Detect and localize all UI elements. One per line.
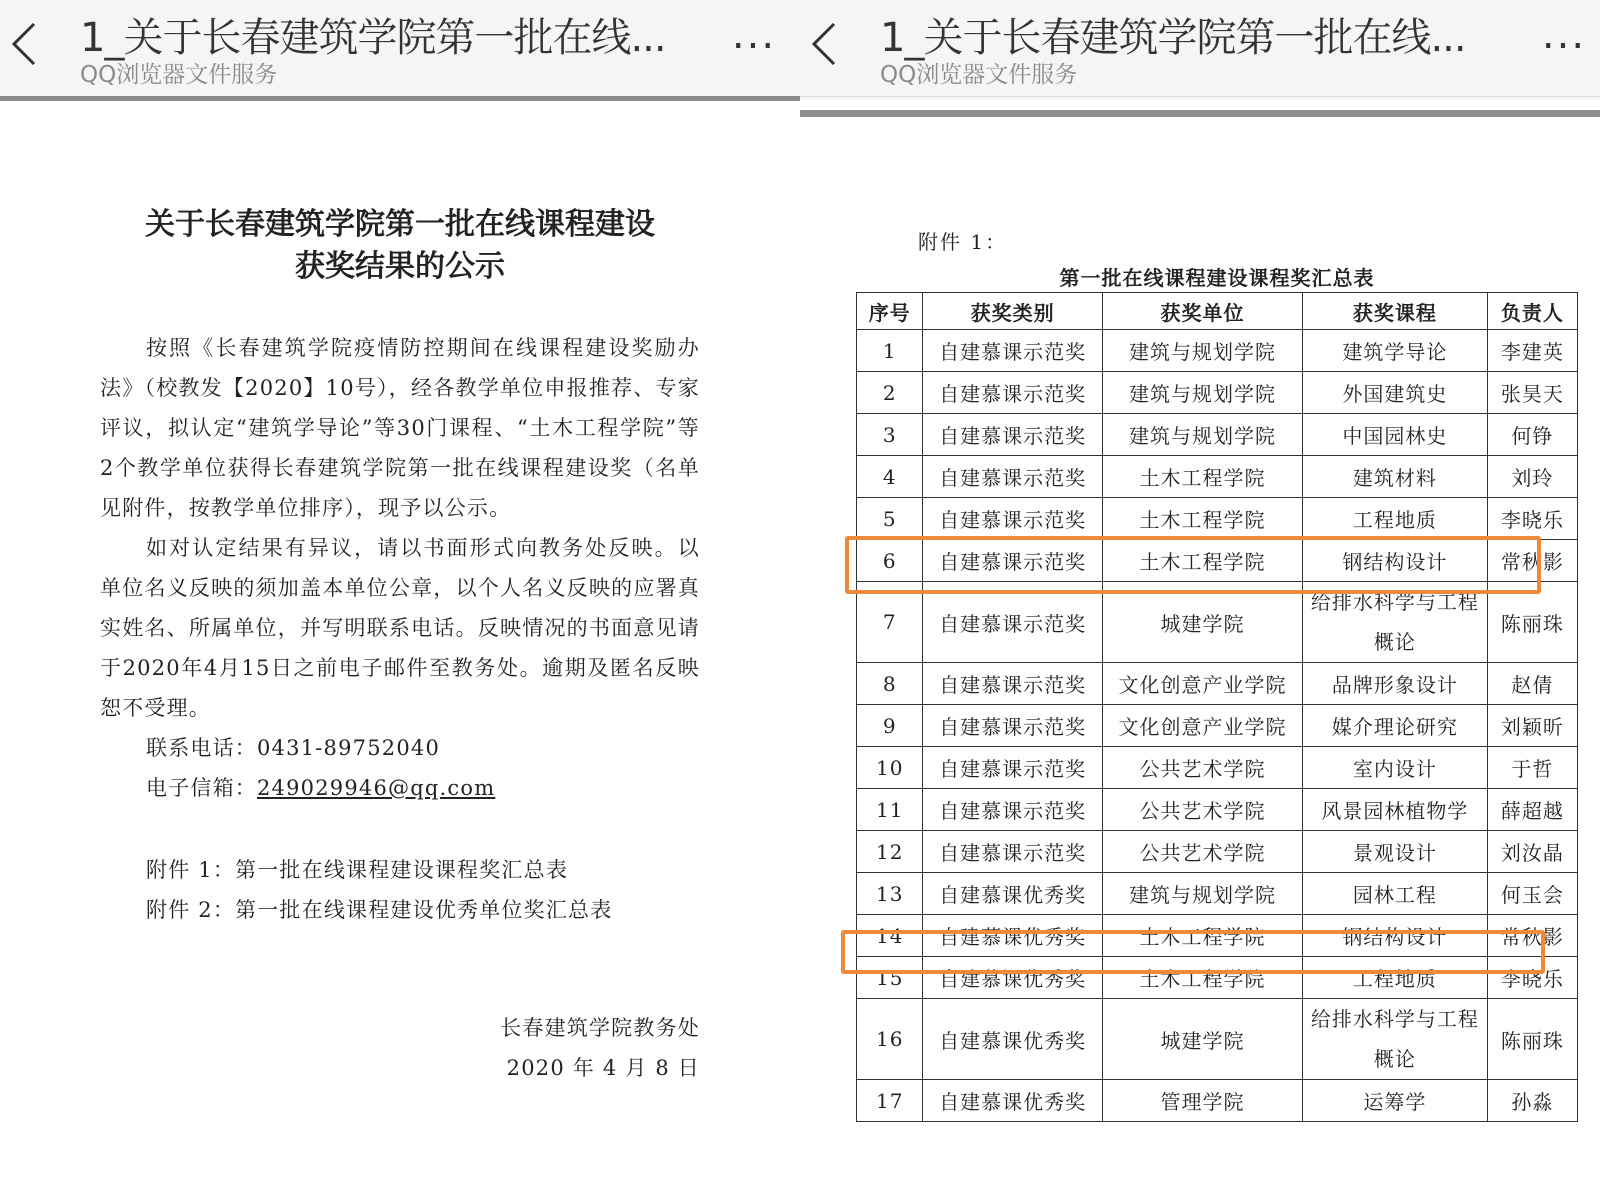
table-row-highlighted [857,540,1578,582]
table-cell: 给排水科学与工程概论 [1303,582,1488,663]
table-cell: 9 [857,705,923,747]
table-cell: 陈丽珠 [1487,999,1577,1080]
more-options-button[interactable]: ... [1541,12,1587,58]
table-cell: 14 [857,915,923,957]
award-summary-table [856,292,1578,1122]
table-cell: 自建慕课优秀奖 [923,957,1102,999]
table-cell: 管理学院 [1102,1080,1302,1122]
table-row [857,789,1578,831]
table-cell: 建筑与规划学院 [1102,414,1302,456]
table-cell: 风景园林植物学 [1303,789,1488,831]
chevron-left-icon [806,18,846,68]
column-header: 获奖课程 [1303,293,1488,330]
table-cell: 中国园林史 [1303,414,1488,456]
table-cell: 自建慕课示范奖 [923,456,1102,498]
table-cell: 李晓乐 [1487,498,1577,540]
table-cell: 建筑学导论 [1303,330,1488,372]
table-cell: 赵倩 [1487,663,1577,705]
table-cell: 10 [857,747,923,789]
table-cell: 文化创意产业学院 [1102,705,1302,747]
table-cell: 自建慕课优秀奖 [923,999,1102,1080]
table-row [857,873,1578,915]
table-row [857,330,1578,372]
table-cell: 外国建筑史 [1303,372,1488,414]
column-header: 负责人 [1487,293,1577,330]
divider-bar [800,110,1600,117]
table-row [857,1080,1578,1122]
divider [0,96,800,101]
signature-org: 长春建筑学院教务处 [500,1016,700,1040]
table-cell: 自建慕课示范奖 [923,663,1102,705]
table-cell: 15 [857,957,923,999]
table-row [857,999,1578,1080]
divider [800,96,1600,97]
body-text [100,328,700,808]
table-cell: 17 [857,1080,923,1122]
table-cell: 建筑材料 [1303,456,1488,498]
contact-email: 电子信箱：249029946@qq.com [146,776,496,800]
table-cell: 园林工程 [1303,873,1488,915]
appendix-label: 附件 1： [918,230,1008,254]
table-cell: 常秋影 [1487,540,1577,582]
table-cell: 于哲 [1487,747,1577,789]
table-header-row [857,293,1578,330]
top-bar [0,0,800,100]
file-source: QQ浏览器文件服务 [80,62,278,88]
table-cell: 6 [857,540,923,582]
email-link[interactable]: 249029946@qq.com [257,776,496,800]
table-title: 第一批在线课程建设课程奖汇总表 [1059,266,1375,290]
table-cell: 钢结构设计 [1303,915,1488,957]
table-row [857,957,1578,999]
file-title: 1_关于长春建筑学院第一批在线... [880,15,1466,61]
table-cell: 给排水科学与工程概论 [1303,999,1488,1080]
table-cell: 孙淼 [1487,1080,1577,1122]
table-cell: 11 [857,789,923,831]
attachment-1: 附件 1：第一批在线课程建设课程奖汇总表 [146,858,569,882]
table-cell: 自建慕课示范奖 [923,498,1102,540]
table-cell: 李建英 [1487,330,1577,372]
table-row [857,582,1578,663]
table-cell: 城建学院 [1102,582,1302,663]
table-cell: 自建慕课示范奖 [923,372,1102,414]
table-cell: 公共艺术学院 [1102,789,1302,831]
attachment-2: 附件 2：第一批在线课程建设优秀单位奖汇总表 [146,898,613,922]
table-cell: 16 [857,999,923,1080]
table-cell: 自建慕课示范奖 [923,831,1102,873]
table-cell: 建筑与规划学院 [1102,372,1302,414]
table-cell: 李晓乐 [1487,957,1577,999]
table-cell: 自建慕课示范奖 [923,582,1102,663]
table-row [857,372,1578,414]
file-source: QQ浏览器文件服务 [880,62,1078,88]
table-cell: 运筹学 [1303,1080,1488,1122]
table-cell: 自建慕课示范奖 [923,705,1102,747]
table-cell: 张昊天 [1487,372,1577,414]
table-cell: 12 [857,831,923,873]
table-cell: 刘汝晶 [1487,831,1577,873]
table-row [857,747,1578,789]
table-cell: 刘玲 [1487,456,1577,498]
paragraph-1: 按照《长春建筑学院疫情防控期间在线课程建设奖励办法》（校教发【2020】10号），经各教学单位申报推荐、专家评议，拟认定“建筑学导论”等30门课程、“土木工程学院”等2个教学单位获得长春建筑学院第一批在线课程建设奖（名单见附件，按教学单位排序），现予以公示。 [100,336,700,520]
table-cell: 自建慕课优秀奖 [923,915,1102,957]
back-button[interactable] [806,18,846,68]
chevron-left-icon [6,18,46,68]
table-row [857,498,1578,540]
table-cell: 公共艺术学院 [1102,831,1302,873]
table-body [857,330,1578,1122]
table-cell: 何玉会 [1487,873,1577,915]
table-row [857,663,1578,705]
more-options-button[interactable]: ... [731,12,777,58]
table-cell: 自建慕课示范奖 [923,789,1102,831]
table-cell: 景观设计 [1303,831,1488,873]
table-cell: 自建慕课示范奖 [923,540,1102,582]
table-cell: 工程地质 [1303,957,1488,999]
table-cell: 媒介理论研究 [1303,705,1488,747]
table-cell: 刘颖昕 [1487,705,1577,747]
table-cell: 建筑与规划学院 [1102,873,1302,915]
table-cell: 常秋影 [1487,915,1577,957]
table-cell: 3 [857,414,923,456]
paragraph-2: 如对认定结果有异议，请以书面形式向教务处反映。以单位名义反映的须加盖本单位公章，以个人名义反映的应署真实姓名、所属单位，并写明联系电话。反映情况的书面意见请于2020年4月15日之前电子邮件至教务处。逾期及匿名反映恕不受理。 [100,536,700,720]
column-header: 获奖类别 [923,293,1102,330]
signature-date: 2020 年 4 月 8 日 [506,1056,700,1080]
table-cell: 土木工程学院 [1102,540,1302,582]
table-cell: 13 [857,873,923,915]
table-row [857,705,1578,747]
table-cell: 4 [857,456,923,498]
back-button[interactable] [6,18,46,68]
table-cell: 1 [857,330,923,372]
document-page [0,104,800,1200]
table-cell: 土木工程学院 [1102,915,1302,957]
contact-phone: 联系电话：0431-89752040 [146,736,441,760]
right-pane [800,0,1600,1200]
table-cell: 自建慕课优秀奖 [923,1080,1102,1122]
table-cell: 建筑与规划学院 [1102,330,1302,372]
table-cell: 土木工程学院 [1102,957,1302,999]
table-cell: 自建慕课示范奖 [923,414,1102,456]
column-header: 获奖单位 [1102,293,1302,330]
table-cell: 工程地质 [1303,498,1488,540]
document-title-line2: 获奖结果的公示 [295,249,505,284]
table-cell: 钢结构设计 [1303,540,1488,582]
table-cell: 公共艺术学院 [1102,747,1302,789]
top-bar [800,0,1600,100]
column-header: 序号 [857,293,923,330]
table-cell: 室内设计 [1303,747,1488,789]
table-cell: 城建学院 [1102,999,1302,1080]
table-cell: 自建慕课示范奖 [923,330,1102,372]
table-row [857,414,1578,456]
table-cell: 品牌形象设计 [1303,663,1488,705]
table-cell: 文化创意产业学院 [1102,663,1302,705]
table-row [857,831,1578,873]
document-title-line1: 关于长春建筑学院第一批在线课程建设 [145,207,655,242]
table-cell: 2 [857,372,923,414]
table-cell: 8 [857,663,923,705]
table-cell: 自建慕课优秀奖 [923,873,1102,915]
table-cell: 薛超越 [1487,789,1577,831]
table-cell: 7 [857,582,923,663]
table-cell: 土木工程学院 [1102,456,1302,498]
table-cell: 5 [857,498,923,540]
table-cell: 土木工程学院 [1102,498,1302,540]
table-row-highlighted [857,915,1578,957]
table-cell: 陈丽珠 [1487,582,1577,663]
table-cell: 何铮 [1487,414,1577,456]
table-row [857,456,1578,498]
table-cell: 自建慕课示范奖 [923,747,1102,789]
file-title: 1_关于长春建筑学院第一批在线... [80,15,666,61]
